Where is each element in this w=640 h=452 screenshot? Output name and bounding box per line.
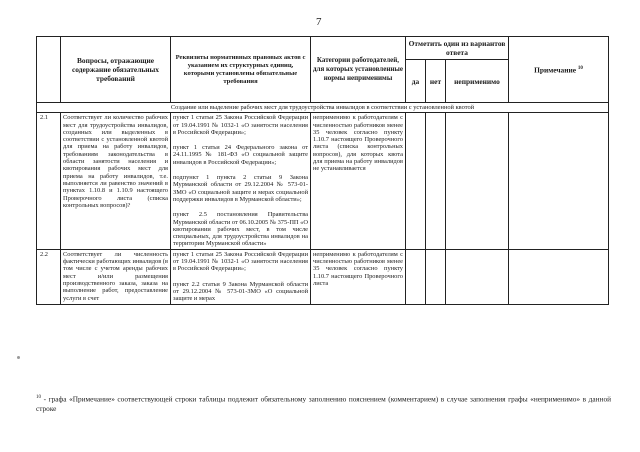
law-item: пункт 2.5 постановления Правительства Мурманской области от 06.10.2005 № 375-ПП «О квотировании рабочих мест, в том числе специальных, для трудоустройства инвалидов на территории Мурманской области» [173,211,308,248]
row-question: Соответствует ли численность фактически работающих инвалидов (в том числе с учетом аренды рабочих мест и/или размещения производственного заказа, заказа на выполнение работ, предоставление услуги в счет [61,249,171,304]
table-row [37,249,609,304]
row-laws [171,113,311,249]
row-question: Соответствует ли количество рабочих мест для трудоустройства инвалидов, созданных или выделенных в соответствии с установленной квотой для приема на работу инвалидов, требованиям законодательства в области занятости населения и квотирования рабочих мест для приема на работу инвалидов, т.е. выполняется ли равенство значений в пунктах 1.10.8 и 1.10.9 настоящего Проверочного листа (списка контрольных вопросов)? [61,113,171,249]
header-note-label: Примечание [534,65,577,75]
section-title: Создание или выделение рабочих мест для трудоустройства инвалидов в соответствии с установленной квотой [37,103,609,113]
footnote-text: - графа «Примечание» соответствующей строки таблицы подлежит обязательному заполнению пояснением (комментарием) в случае заполнения графы «неприменимо» в данной строке [36,394,611,414]
law-item: пункт 1 статьи 24 Федерального закона от 24.11.1995 № 181-ФЗ «О социальной защите инвалидов в Российской Федерации»; [173,144,308,166]
header-note-ref: 10 [577,66,583,72]
header-requisites: Реквизиты нормативных правовых актов с указанием их структурных единиц, которыми установлены обязательные требования [171,37,311,103]
row-number: 2.2 [37,249,61,304]
header-answer-group: Отметить один из вариантов ответа [406,37,509,60]
answer-not-applicable-cell[interactable] [446,249,509,304]
law-item: пункт 1 статьи 25 Закона Российской Федерации от 19.04.1991 № 1032-1 «О занятости населения в Российской Федерации»; [173,114,308,136]
answer-not-applicable-cell[interactable] [446,113,509,249]
answer-no-cell[interactable] [426,113,446,249]
row-number: 2.1 [37,113,61,249]
header-no: нет [426,60,446,103]
header-yes: да [406,60,426,103]
footnote-ref: 10 [36,395,41,400]
note-cell[interactable] [509,249,609,304]
law-item: пункт 2.2 статьи 9 Закона Мурманской области от 29.12.2004 № 573-01-ЗМО «О социальной защите и мерах [173,280,308,303]
answer-no-cell[interactable] [426,249,446,304]
header-questions: Вопросы, отражающие содержание обязательных требований [61,37,171,103]
checklist-table [36,36,609,305]
row-category: неприменимо к работодателям с численностью работников менее 35 человек согласно пункту 1.10.7 настоящего Проверочного листа (списка контрольных вопросов), для которых квота для приема на работу инвалидов не устанавливается [311,113,406,249]
header-number-cell [37,37,61,103]
page-number: 7 [316,16,322,28]
row-category: неприменимо к работодателям с численностью работников менее 35 человек согласно пункту 1.10.7 настоящего Проверочного листа [311,249,406,304]
answer-yes-cell[interactable] [406,113,426,249]
law-item: подпункт 1 пункта 2 статьи 9 Закона Мурманской области от 29.12.2004 № 573-01-ЗМО «О социальной защите и мерах социальной поддержки инвалидов в Мурманской области»; [173,174,308,203]
row-laws [171,249,311,304]
note-cell[interactable] [509,113,609,249]
margin-mark [17,356,20,359]
header-row-1 [37,37,609,60]
header-note [509,37,609,103]
header-categories: Категории работодателей, для которых установленные нормы неприменимы [311,37,406,103]
table-row [37,113,609,249]
law-item: пункт 1 статьи 25 Закона Российской Федерации от 19.04.1991 № 1032-1 «О занятости населения в Российской Федерации»; [173,250,308,273]
header-not-applicable: неприменимо [446,60,509,103]
answer-yes-cell[interactable] [406,249,426,304]
section-row [37,103,609,113]
footnote [36,393,611,414]
